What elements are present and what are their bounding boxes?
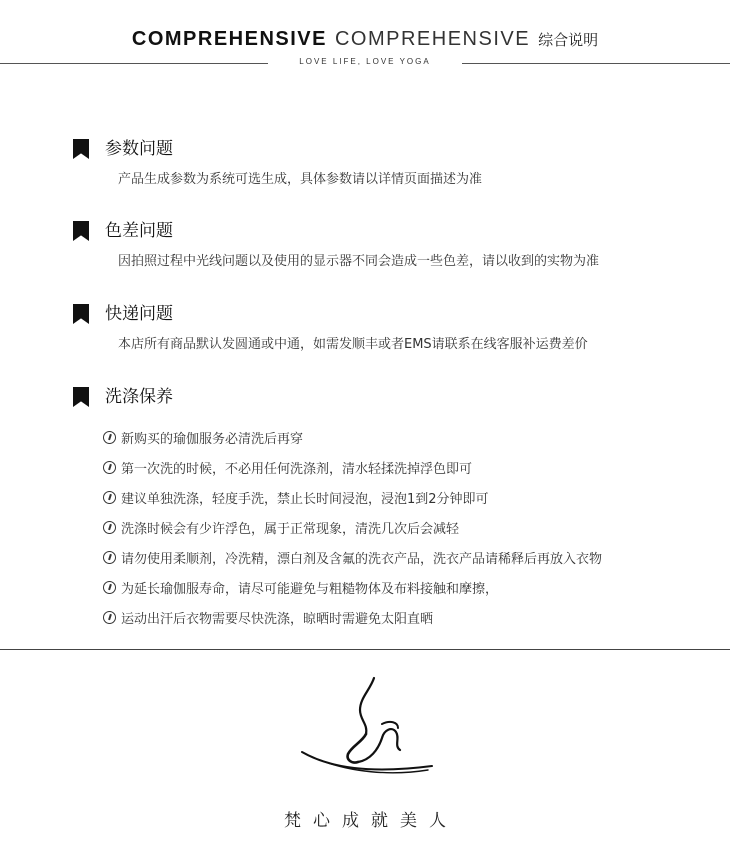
section-shipping	[73, 302, 713, 352]
info-icon	[103, 431, 116, 444]
section-body: 本店所有商品默认发圆通或中通，如需发顺丰或者EMS请联系在线客服补运费差价	[118, 337, 588, 352]
bookmark-icon	[73, 304, 89, 324]
care-list	[103, 430, 602, 640]
tagline: LOVE LIFE, LOVE YOGA	[299, 57, 431, 66]
care-text: 为延长瑜伽服寿命，请尽可能避免与粗糙物体及布料接触和摩擦，	[121, 582, 499, 597]
list-item	[103, 550, 602, 580]
bookmark-icon	[73, 387, 89, 407]
info-icon	[103, 581, 116, 594]
list-item	[103, 460, 602, 490]
care-text: 洗涤时候会有少许浮色，属于正常现象，清洗几次后会减轻	[121, 522, 460, 537]
bookmark-icon	[73, 139, 89, 159]
section-body: 因拍照过程中光线问题以及使用的显示器不同会造成一些色差，请以收到的实物为准	[118, 254, 600, 269]
title-bold: COMPREHENSIVE	[131, 28, 327, 50]
care-text: 运动出汗后衣物需要尽快洗涤，晾晒时需避免太阳直晒	[121, 612, 434, 627]
section-color	[73, 219, 713, 269]
page-title	[0, 28, 730, 51]
care-text: 第一次洗的时候，不必用任何洗涤剂，清水轻揉洗掉浮色即可	[121, 462, 473, 477]
section-heading	[73, 385, 713, 411]
care-text: 建议单独洗涤，轻度手洗，禁止长时间浸泡，浸泡1到2分钟即可	[121, 492, 489, 507]
bookmark-icon	[73, 221, 89, 241]
info-icon	[103, 551, 116, 564]
header-rule-right	[462, 63, 730, 64]
title-light: COMPREHENSIVE	[334, 28, 531, 50]
info-icon	[103, 521, 116, 534]
info-icon	[103, 611, 116, 624]
header-rule-left	[0, 63, 268, 64]
care-text: 请勿使用柔顺剂，冷洗精，漂白剂及含氟的洗衣产品，洗衣产品请稀释后再放入衣物	[121, 552, 603, 567]
section-title: 参数问题	[105, 139, 173, 159]
list-item	[103, 430, 602, 460]
list-item	[103, 520, 602, 550]
section-title: 色差问题	[105, 221, 173, 241]
slogan: 梵心成就美人	[284, 811, 458, 831]
section-heading	[73, 219, 713, 245]
header	[0, 0, 730, 80]
yoga-figure-logo-icon	[300, 676, 434, 776]
section-title: 快递问题	[105, 304, 173, 324]
care-text: 新购买的瑜伽服务必清洗后再穿	[121, 432, 304, 447]
section-body: 产品生成参数为系统可选生成，具体参数请以详情页面描述为准	[118, 172, 483, 187]
title-chinese: 综合说明	[538, 31, 599, 49]
info-icon	[103, 461, 116, 474]
list-item	[103, 580, 602, 610]
section-title: 洗涤保养	[105, 387, 173, 407]
section-params	[73, 137, 713, 187]
footer-divider	[0, 649, 730, 650]
section-heading	[73, 137, 713, 163]
info-icon	[103, 491, 116, 504]
section-care	[73, 385, 713, 411]
list-item	[103, 490, 602, 520]
section-heading	[73, 302, 713, 328]
list-item	[103, 610, 602, 640]
